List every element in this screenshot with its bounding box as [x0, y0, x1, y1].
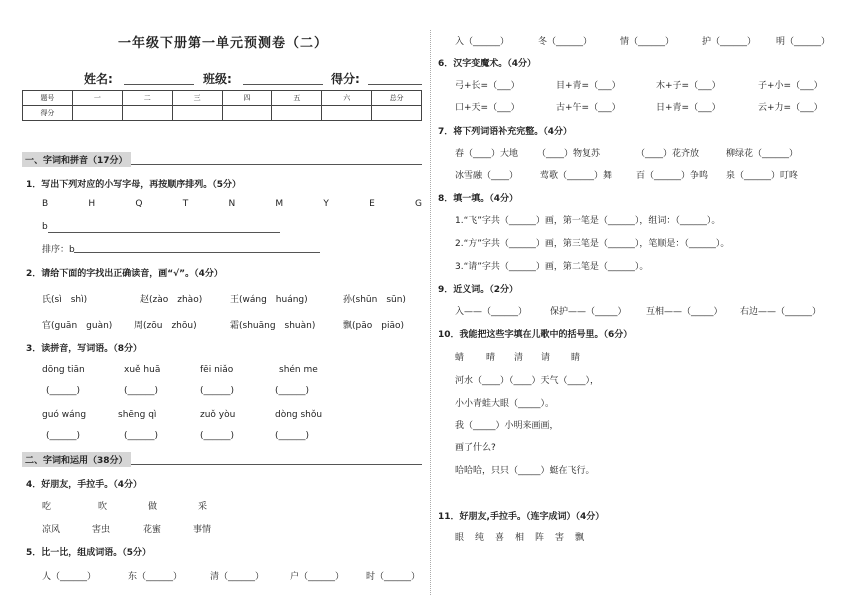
match-word[interactable]: 害虫	[92, 525, 111, 535]
fill-line[interactable]: 2.“方”字共（______）画，第三笔是（______），笔顺是：（______）。	[455, 239, 730, 249]
character-equation[interactable]: 子+小=（___）	[758, 81, 823, 91]
fill-line[interactable]: 1.“飞”字共（______）画，第一笔是（______），组词：（______）。	[455, 216, 721, 226]
name-field[interactable]	[124, 84, 194, 85]
match-word[interactable]: 做	[148, 502, 158, 512]
compare-item[interactable]: 人（______）	[42, 572, 97, 582]
column-divider	[430, 30, 431, 595]
letter: G	[415, 199, 422, 209]
compare-item[interactable]: 明（______）	[776, 37, 831, 47]
sort-label: 排序：b	[42, 245, 75, 255]
answer-blank[interactable]: (______)	[46, 431, 81, 441]
link-char[interactable]: 相	[515, 533, 525, 543]
question-5: 5．比一比，组成词语。（5分）	[26, 548, 152, 558]
score-table-score-row	[23, 106, 422, 121]
score-cell[interactable]	[222, 106, 272, 121]
pinyin-choice[interactable]: 王(wáng huáng)	[230, 295, 308, 305]
pinyin-prompt: fēi niǎo	[200, 365, 234, 375]
score-label: 得分:	[331, 72, 360, 86]
match-word[interactable]: 吹	[98, 502, 108, 512]
rhyme-line[interactable]: 哈哈哈，只只（_____）蜓在飞行。	[455, 466, 595, 476]
question-1: 1．写出下列对应的小写字母，再按顺序排列。（5分）	[26, 180, 242, 190]
match-word[interactable]: 事情	[193, 525, 212, 535]
section-heading: 二、字词和运用（38分）	[22, 452, 131, 467]
pinyin-prompt: dōng tiān	[42, 365, 85, 375]
question-7: 7．将下列词语补充完整。（4分）	[438, 127, 573, 137]
table-cell: 三	[172, 91, 222, 106]
match-word[interactable]: 花蜜	[143, 525, 162, 535]
synonym-blank[interactable]: 互相——（_____）	[646, 307, 723, 317]
word-choice[interactable]: 睛	[571, 353, 581, 363]
phrase-blank[interactable]: （____）物复苏	[537, 149, 601, 159]
letter: H	[88, 199, 96, 209]
score-cell[interactable]	[322, 106, 372, 121]
score-cell[interactable]	[272, 106, 322, 121]
word-choice[interactable]: 请	[541, 353, 551, 363]
phrase-blank[interactable]: （____）花齐放	[636, 149, 700, 159]
table-cell: 一	[72, 91, 122, 106]
phrase-blank[interactable]: 冰雪融（____）	[455, 171, 519, 181]
compare-item[interactable]: 入（______）	[455, 37, 510, 47]
phrase-blank[interactable]: 百（______）争鸣	[636, 171, 709, 181]
compare-item[interactable]: 清（______）	[210, 572, 265, 582]
class-label: 班级:	[203, 72, 232, 86]
table-cell: 题号	[23, 91, 73, 106]
question-10: 10．我能把这些字填在儿歌中的括号里。（6分）	[438, 330, 633, 340]
match-word[interactable]: 凉风	[42, 525, 61, 535]
question-3: 3．读拼音，写词语。（8分）	[26, 344, 143, 354]
word-choice[interactable]: 清	[514, 353, 524, 363]
score-field[interactable]	[368, 84, 422, 85]
rhyme-line: 画了什么?	[455, 443, 496, 453]
letter: N	[228, 199, 236, 209]
link-char[interactable]: 喜	[495, 533, 505, 543]
word-choice[interactable]: 蜻	[455, 353, 465, 363]
question-6: 6．汉字变魔术。（4分）	[438, 59, 537, 69]
rhyme-line[interactable]: 我（_____）小明来画画，	[455, 421, 559, 431]
score-cell[interactable]	[372, 106, 422, 121]
link-char[interactable]: 纯	[475, 533, 485, 543]
phrase-blank[interactable]: 柳绿花（______）	[726, 149, 799, 159]
match-word[interactable]: 吃	[42, 502, 52, 512]
score-cell[interactable]	[172, 106, 222, 121]
pinyin-choice[interactable]: 赵(zào zhào)	[140, 295, 203, 305]
compare-item[interactable]: 冬（______）	[538, 37, 593, 47]
letter: E	[369, 199, 375, 209]
answer-blank[interactable]: (______)	[46, 386, 81, 396]
page-title: 一年级下册第一单元预测卷（二）	[118, 36, 329, 51]
link-char[interactable]: 阵	[535, 533, 545, 543]
answer-blank[interactable]: (______)	[124, 386, 159, 396]
score-table-header-row	[23, 91, 422, 106]
answer-blank[interactable]: (______)	[124, 431, 159, 441]
lowercase-prefix: b	[42, 222, 48, 232]
fill-line[interactable]: 3.“请”字共（______）画，第二笔是（______）。	[455, 262, 649, 272]
class-field[interactable]	[243, 84, 323, 85]
table-cell: 四	[222, 91, 272, 106]
character-equation[interactable]: 日+青=（___）	[656, 103, 721, 113]
character-equation[interactable]: 木+子=（___）	[656, 81, 721, 91]
compare-item[interactable]: 东（______）	[128, 572, 183, 582]
synonym-blank[interactable]: 入——（______）	[455, 307, 528, 317]
letter: B	[42, 199, 49, 209]
pinyin-choice[interactable]: 氏(sì shì)	[42, 295, 88, 305]
synonym-blank[interactable]: 保护——（_____）	[550, 307, 627, 317]
pinyin-choice[interactable]: 飘(pāo piāo)	[343, 321, 404, 331]
character-equation[interactable]: 目+青=（___）	[556, 81, 621, 91]
compare-item[interactable]: 情（______）	[620, 37, 675, 47]
compare-item[interactable]: 时（______）	[366, 572, 421, 582]
pinyin-prompt: guó wáng	[42, 410, 87, 420]
character-equation[interactable]: 云+力=（___）	[758, 103, 823, 113]
question-11: 11．好朋友,手拉手。（连字成词）（4分）	[438, 512, 605, 522]
pinyin-choice[interactable]: 官(guān guàn)	[42, 321, 113, 331]
answer-blank[interactable]: (______)	[275, 386, 310, 396]
link-char[interactable]: 害	[555, 533, 565, 543]
score-cell[interactable]	[122, 106, 172, 121]
table-cell: 五	[272, 91, 322, 106]
pinyin-choice[interactable]: 霜(shuāng shuàn)	[230, 321, 316, 331]
letter: Q	[135, 199, 143, 209]
character-equation[interactable]: 弓+长=（___）	[455, 81, 520, 91]
pinyin-choice[interactable]: 孙(shūn sūn)	[343, 295, 406, 305]
question-8: 8．填一填。（4分）	[438, 194, 519, 204]
pinyin-prompt: shēng qì	[118, 410, 157, 420]
compare-item[interactable]: 护（______）	[702, 37, 757, 47]
question-2: 2．请给下面的字找出正确读音，画“√”。（4分）	[26, 269, 223, 279]
pinyin-prompt: shén me	[279, 365, 318, 375]
match-word[interactable]: 采	[198, 502, 208, 512]
word-choice[interactable]: 晴	[486, 353, 496, 363]
table-cell: 总分	[372, 91, 422, 106]
pinyin-choice[interactable]: 周(zōu zhōu)	[134, 321, 197, 331]
pinyin-prompt: zuǒ yòu	[200, 410, 236, 420]
compare-item[interactable]: 户（______）	[290, 572, 345, 582]
link-char[interactable]: 飘	[575, 533, 585, 543]
phrase-blank[interactable]: 莺歌（______）舞	[540, 171, 613, 181]
question-9: 9．近义词。（2分）	[438, 285, 519, 295]
link-char[interactable]: 眼	[455, 533, 465, 543]
pinyin-prompt: xuě huā	[124, 365, 161, 375]
name-label: 姓名:	[84, 72, 113, 86]
table-cell: 得分	[23, 106, 73, 121]
sort-answer-line[interactable]	[74, 252, 320, 253]
lowercase-answer-line[interactable]	[48, 232, 280, 233]
pinyin-prompt: dòng shǒu	[275, 410, 323, 420]
table-cell: 六	[322, 91, 372, 106]
phrase-blank[interactable]: 泉（______）叮咚	[726, 171, 799, 181]
score-cell[interactable]	[72, 106, 122, 121]
letter: T	[182, 199, 189, 209]
rhyme-line[interactable]: 河水（____）（____）天气（____），	[455, 376, 600, 386]
table-cell: 二	[122, 91, 172, 106]
character-equation[interactable]: 古+午=（___）	[556, 103, 621, 113]
phrase-blank[interactable]: 春（____）大地	[455, 149, 519, 159]
rhyme-line[interactable]: 小小青蛙大眼（_____）。	[455, 399, 555, 409]
answer-blank[interactable]: (______)	[200, 386, 235, 396]
letter: M	[275, 199, 284, 209]
answer-blank[interactable]: (______)	[200, 431, 235, 441]
letter: Y	[323, 199, 329, 209]
answer-blank[interactable]: (______)	[275, 431, 310, 441]
letter-row	[42, 199, 422, 209]
character-equation[interactable]: 口+天=（___）	[455, 103, 520, 113]
section-heading: 一、字词和拼音（17分）	[22, 152, 131, 167]
question-4: 4．好朋友，手拉手。（4分）	[26, 480, 143, 490]
synonym-blank[interactable]: 右边——（______）	[740, 307, 822, 317]
score-table	[22, 90, 422, 121]
